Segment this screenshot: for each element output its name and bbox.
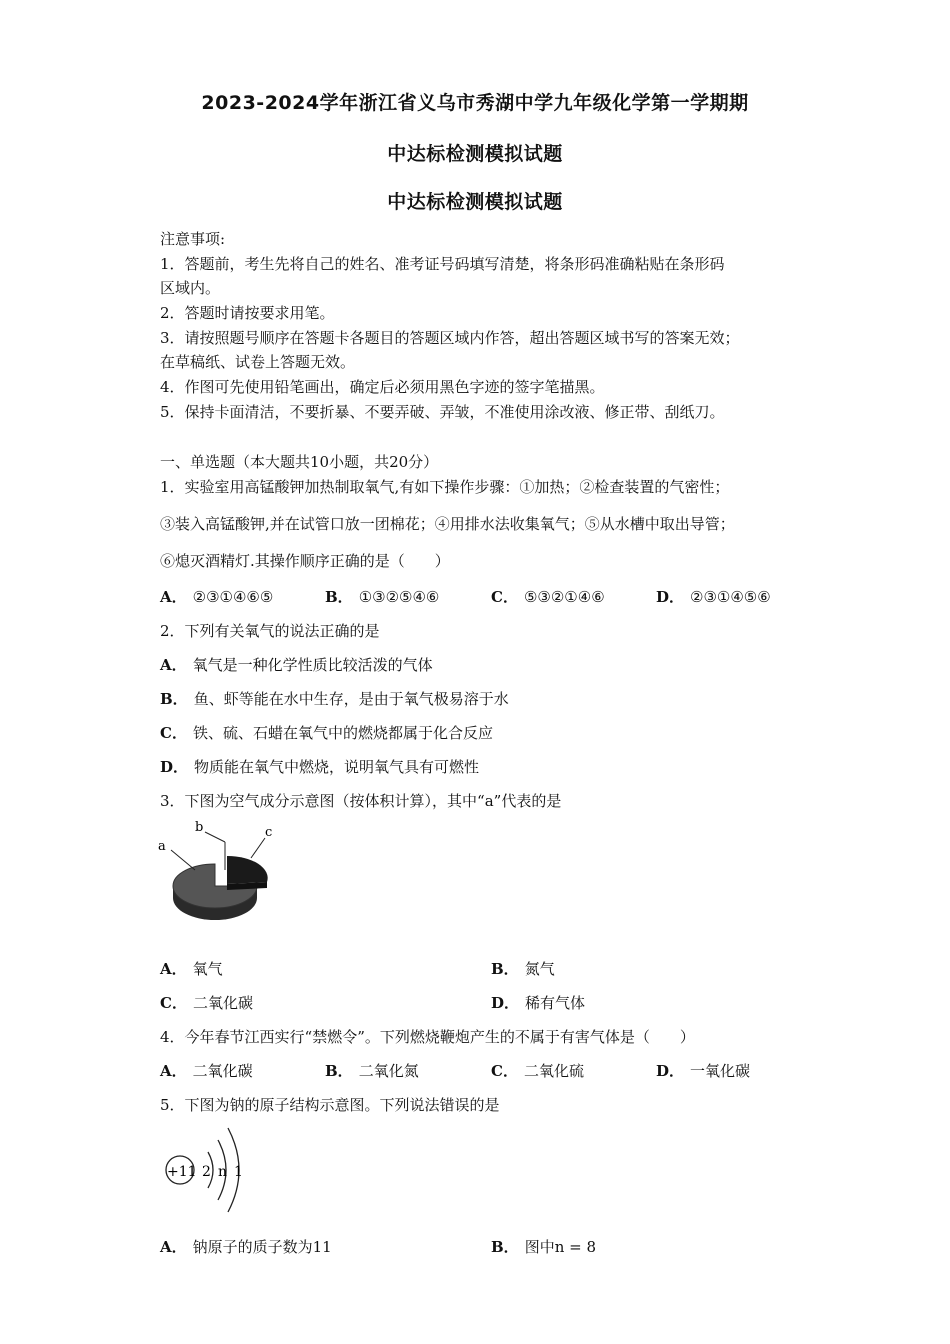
- q1-option-b: [325, 586, 439, 607]
- q1-option-c: [491, 586, 605, 607]
- q1-stem-line: ③装入高锰酸钾,并在试管口放一团棉花；④用排水法收集氧气；⑤从水槽中取出导管；: [160, 515, 735, 533]
- leader-line-c: [251, 838, 265, 858]
- option-key: C．: [491, 588, 518, 606]
- leader-line-a: [171, 850, 195, 870]
- q5-option-a: [160, 1236, 332, 1257]
- option-key: A．: [160, 656, 187, 674]
- q2-option-c: [160, 722, 493, 743]
- label-c: c: [265, 825, 273, 840]
- q3-option-c: [160, 992, 253, 1013]
- option-key: A．: [160, 960, 187, 978]
- shell-1-count: 2: [202, 1164, 211, 1180]
- option-text: ⑤③②①④⑥: [523, 588, 605, 606]
- q2-option-a: [160, 654, 433, 675]
- q2-option-d: [160, 756, 479, 777]
- pie-slice-c: [227, 856, 268, 884]
- q3-stem: 3．下图为空气成分示意图（按体积计算），其中“a”代表的是: [160, 792, 562, 810]
- option-key: A．: [160, 1238, 187, 1256]
- q1-stem-line: ⑥熄灭酒精灯.其操作顺序正确的是（ ）: [160, 552, 450, 570]
- q3-option-d: [491, 992, 585, 1013]
- option-key: C．: [160, 994, 187, 1012]
- notice-line: 5．保持卡面清洁，不要折暴、不要弄破、弄皱，不准使用涂改液、修正带、刮纸刀。: [160, 403, 725, 421]
- option-text: 一氧化碳: [690, 1062, 751, 1080]
- q3-option-b: [491, 958, 555, 979]
- label-b: b: [195, 820, 204, 835]
- q2-option-b: [160, 688, 509, 709]
- option-text: ②③①④⑤⑥: [690, 588, 771, 606]
- sodium-atom-structure-figure: [160, 1122, 260, 1218]
- option-text: 二氧化氮: [358, 1062, 419, 1080]
- shell-2-count: n: [218, 1164, 228, 1180]
- q1-option-a: [160, 586, 273, 607]
- option-key: A．: [160, 1062, 187, 1080]
- notice-line: 2．答题时请按要求用笔。: [160, 304, 335, 322]
- option-text: 铁、硫、石蜡在氧气中的燃烧都属于化合反应: [192, 724, 493, 742]
- q3-option-a: [160, 958, 223, 979]
- q4-option-d: [656, 1060, 750, 1081]
- nucleus-charge: +11: [167, 1164, 197, 1180]
- notice-line: 在草稿纸、试卷上答题无效。: [160, 353, 356, 371]
- option-key: C．: [160, 724, 187, 742]
- q4-option-c: [491, 1060, 584, 1081]
- option-text: 图中n = 8: [524, 1238, 596, 1256]
- notice-line: 3．请按照题号顺序在答题卡各题目的答题区域内作答，超出答题区域书写的答案无效；: [160, 329, 740, 347]
- option-text: 氮气: [524, 960, 555, 978]
- page-title-line-3: 中达标检测模拟试题: [387, 191, 563, 213]
- option-key: D．: [491, 994, 520, 1012]
- option-key: C．: [491, 1062, 518, 1080]
- option-text: 二氧化硫: [523, 1062, 584, 1080]
- option-text: 氧气是一种化学性质比较活泼的气体: [192, 656, 433, 674]
- option-key: B．: [491, 1238, 519, 1256]
- option-text: ②③①④⑥⑤: [192, 588, 274, 606]
- option-key: B．: [325, 1062, 353, 1080]
- option-text: 二氧化碳: [192, 994, 253, 1012]
- option-key: A．: [160, 588, 187, 606]
- label-a: a: [158, 839, 166, 854]
- leader-line-b: [205, 832, 225, 842]
- option-key: B．: [325, 588, 353, 606]
- option-text: 氧气: [192, 960, 223, 978]
- option-text: 钠原子的质子数为11: [192, 1238, 332, 1256]
- option-key: B．: [491, 960, 519, 978]
- notice-line: 4．作图可先使用铅笔画出，确定后必须用黑色字迹的签字笔描黑。: [160, 378, 605, 396]
- q4-option-b: [325, 1060, 419, 1081]
- q2-stem: 2．下列有关氧气的说法正确的是: [160, 622, 380, 640]
- notice-line: 1．答题前，考生先将自己的姓名、准考证号码填写清楚，将条形码准确粘贴在条形码: [160, 255, 725, 273]
- page-title-line-1: 2023-2024学年浙江省义乌市秀湖中学九年级化学第一学期期: [201, 92, 749, 114]
- q4-option-a: [160, 1060, 253, 1081]
- q5-stem: 5．下图为钠的原子结构示意图。下列说法错误的是: [160, 1096, 500, 1114]
- page-title-line-2: 中达标检测模拟试题: [387, 143, 563, 165]
- q1-option-d: [656, 586, 771, 607]
- option-text: 二氧化碳: [192, 1062, 253, 1080]
- option-text: ①③②⑤④⑥: [358, 588, 440, 606]
- option-text: 鱼、虾等能在水中生存，是由于氧气极易溶于水: [193, 690, 509, 708]
- option-key: D．: [160, 758, 189, 776]
- option-text: 物质能在氧气中燃烧，说明氧气具有可燃性: [194, 758, 480, 776]
- notice-line: 区域内。: [160, 279, 221, 297]
- notice-heading: 注意事项:: [160, 230, 226, 248]
- q1-stem-line: 1．实验室用高锰酸钾加热制取氧气,有如下操作步骤：①加热；②检查装置的气密性；: [160, 478, 730, 496]
- air-composition-pie-figure: [155, 818, 280, 936]
- q5-option-b: [491, 1236, 596, 1257]
- option-key: B．: [160, 690, 188, 708]
- option-key: D．: [656, 588, 685, 606]
- option-text: 稀有气体: [525, 994, 586, 1012]
- shell-3-count: 1: [234, 1164, 243, 1180]
- section-heading: 一、单选题（本大题共10小题，共20分）: [160, 453, 439, 471]
- option-key: D．: [656, 1062, 685, 1080]
- q4-stem: 4．今年春节江西实行“禁燃令”。下列燃烧鞭炮产生的不属于有害气体是（ ）: [160, 1028, 695, 1046]
